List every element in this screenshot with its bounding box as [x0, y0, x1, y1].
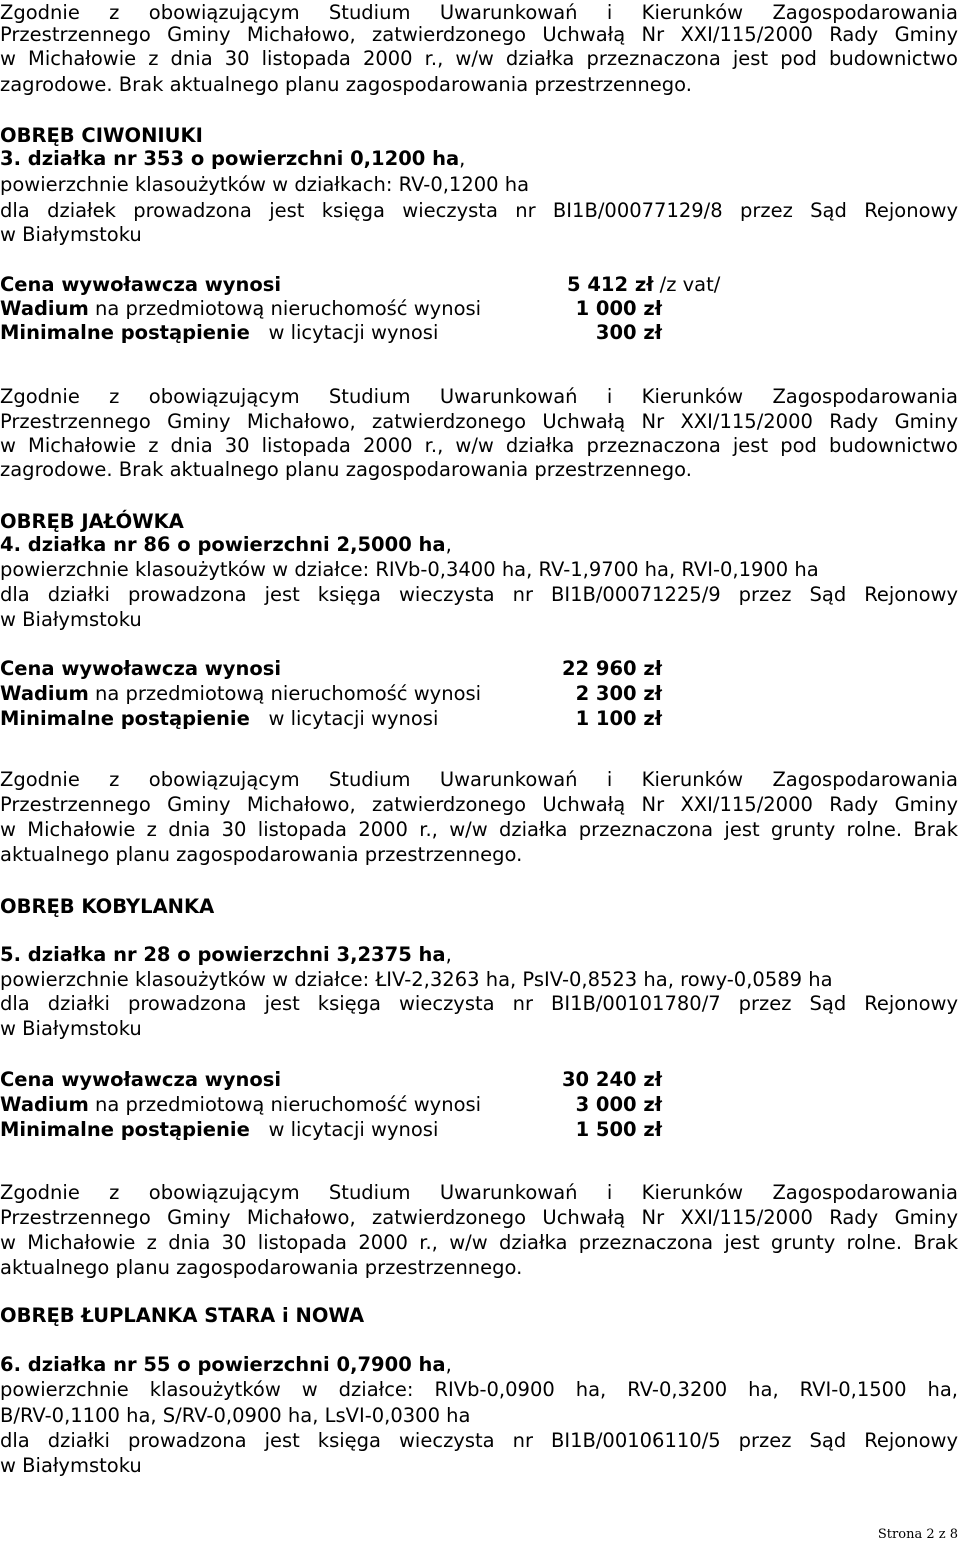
land-classes-cont: B/RV-0,1100 ha, S/RV-0,0900 ha, LsVI-0,0300 ha — [0, 1404, 471, 1427]
intro-line-4: zagrodowe. Brak aktualnego planu zagospodarowania przestrzennego. — [0, 73, 692, 96]
plot-title: 3. działka nr 353 o powierzchni 0,1200 ha, — [0, 147, 466, 170]
land-register: dla działki prowadzona jest księga wieczysta nr BI1B/00106110/5 przez Sąd Rejonowy — [0, 1429, 958, 1452]
page-number: Strona 2 z 8 — [877, 1527, 958, 1542]
deposit-value: 1 000 zł — [575, 297, 662, 320]
intro-line-1: Zgodnie z obowiązującym Studium Uwarunkowań i Kierunków Zagospodarowania — [0, 1, 958, 24]
starting-price-value: 22 960 zł — [561, 657, 662, 680]
min-increment-label: Minimalne postąpienie w licytacji wynosi — [0, 1118, 439, 1141]
deposit-label: Wadium na przedmiotową nieruchomość wynosi — [0, 682, 482, 705]
court-location: w Białymstoku — [0, 1454, 142, 1477]
zoning-line-3: w Michałowie z dnia 30 listopada 2000 r., w/w działka przeznaczona jest pod budownictwo — [0, 434, 958, 457]
zoning-line-2: Przestrzennego Gminy Michałowo, zatwierdzonego Uchwałą Nr XXI/115/2000 Rady Gminy — [0, 410, 958, 433]
starting-price-label: Cena wywoławcza wynosi — [0, 273, 282, 296]
zoning-line-1: Zgodnie z obowiązującym Studium Uwarunkowań i Kierunków Zagospodarowania — [0, 385, 958, 408]
deposit-label: Wadium na przedmiotową nieruchomość wynosi — [0, 297, 482, 320]
plot-title: 6. działka nr 55 o powierzchni 0,7900 ha, — [0, 1353, 452, 1376]
starting-price: 5 412 zł /z vat/ — [567, 273, 721, 296]
section-header: OBRĘB ŁUPLANKA STARA i NOWA — [0, 1304, 365, 1327]
plot-title: 4. działka nr 86 o powierzchni 2,5000 ha, — [0, 533, 452, 556]
zoning-line-3: w Michałowie z dnia 30 listopada 2000 r., w/w działka przeznaczona jest grunty rolne. Brak — [0, 1231, 958, 1254]
deposit-value: 3 000 zł — [575, 1093, 662, 1116]
zoning-line-2: Przestrzennego Gminy Michałowo, zatwierdzonego Uchwałą Nr XXI/115/2000 Rady Gminy — [0, 1206, 958, 1229]
zoning-line-4: zagrodowe. Brak aktualnego planu zagospodarowania przestrzennego. — [0, 458, 692, 481]
court-location: w Białymstoku — [0, 608, 142, 631]
land-classes: powierzchnie klasoużytków w działce: RIVb-0,0900 ha, RV-0,3200 ha, RVI-0,1500 ha, — [0, 1378, 958, 1401]
min-increment-value: 1 500 zł — [575, 1118, 662, 1141]
court-location: w Białymstoku — [0, 223, 142, 246]
deposit-label: Wadium na przedmiotową nieruchomość wynosi — [0, 1093, 482, 1116]
land-classes: powierzchnie klasoużytków w działce: ŁIV-2,3263 ha, PsIV-0,8523 ha, rowy-0,0589 ha — [0, 968, 833, 991]
min-increment-label: Minimalne postąpienie w licytacji wynosi — [0, 321, 439, 344]
land-classes: powierzchnie klasoużytków w działkach: RV-0,1200 ha — [0, 173, 530, 196]
zoning-line-1: Zgodnie z obowiązującym Studium Uwarunkowań i Kierunków Zagospodarowania — [0, 768, 958, 791]
land-register: dla działki prowadzona jest księga wieczysta nr BI1B/00101780/7 przez Sąd Rejonowy — [0, 992, 958, 1015]
starting-price-label: Cena wywoławcza wynosi — [0, 1068, 282, 1091]
min-increment-value: 1 100 zł — [575, 707, 662, 730]
intro-line-2: Przestrzennego Gminy Michałowo, zatwierdzonego Uchwałą Nr XXI/115/2000 Rady Gminy — [0, 23, 958, 46]
starting-price-value: 30 240 zł — [561, 1068, 662, 1091]
zoning-line-1: Zgodnie z obowiązującym Studium Uwarunkowań i Kierunków Zagospodarowania — [0, 1181, 958, 1204]
min-increment-label: Minimalne postąpienie w licytacji wynosi — [0, 707, 439, 730]
zoning-line-3: w Michałowie z dnia 30 listopada 2000 r., w/w działka przeznaczona jest grunty rolne. Brak — [0, 818, 958, 841]
section-header: OBRĘB CIWONIUKI — [0, 124, 203, 147]
section-header: OBRĘB JAŁÓWKA — [0, 510, 184, 533]
land-register: dla działki prowadzona jest księga wieczysta nr BI1B/00071225/9 przez Sąd Rejonowy — [0, 583, 958, 606]
starting-price-label: Cena wywoławcza wynosi — [0, 657, 282, 680]
court-location: w Białymstoku — [0, 1017, 142, 1040]
land-classes: powierzchnie klasoużytków w działce: RIVb-0,3400 ha, RV-1,9700 ha, RVI-0,1900 ha — [0, 558, 819, 581]
zoning-line-4: aktualnego planu zagospodarowania przestrzennego. — [0, 1256, 523, 1279]
land-register: dla działek prowadzona jest księga wieczysta nr BI1B/00077129/8 przez Sąd Rejonowy — [0, 199, 958, 222]
min-increment-value: 300 zł — [595, 321, 662, 344]
section-header: OBRĘB KOBYLANKA — [0, 895, 215, 918]
plot-title: 5. działka nr 28 o powierzchni 3,2375 ha, — [0, 943, 452, 966]
deposit-value: 2 300 zł — [575, 682, 662, 705]
zoning-line-4: aktualnego planu zagospodarowania przestrzennego. — [0, 843, 523, 866]
zoning-line-2: Przestrzennego Gminy Michałowo, zatwierdzonego Uchwałą Nr XXI/115/2000 Rady Gminy — [0, 793, 958, 816]
intro-line-3: w Michałowie z dnia 30 listopada 2000 r., w/w działka przeznaczona jest pod budownictwo — [0, 47, 958, 70]
